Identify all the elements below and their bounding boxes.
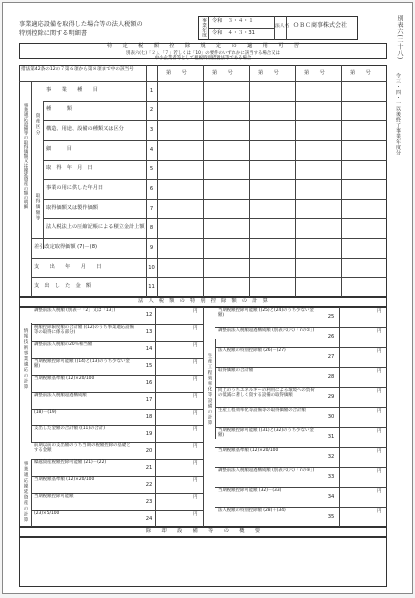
amount-input[interactable]: [341, 330, 385, 346]
row-label: 取得価額の合計額: [218, 368, 254, 373]
row-number: 14: [145, 346, 153, 353]
row-number: 22: [145, 481, 153, 488]
row-number: 16: [145, 380, 153, 387]
row-number: 33: [327, 474, 335, 480]
cell-input[interactable]: [159, 220, 201, 237]
yen-unit: 円: [377, 389, 382, 394]
cell-input[interactable]: [297, 83, 339, 100]
amount-input[interactable]: [341, 430, 385, 446]
row-label: 生産工程効率化等設備等の取得価額の合計額: [218, 408, 306, 413]
cell-input[interactable]: [251, 103, 293, 120]
yen-unit: 円: [193, 444, 198, 450]
row-label: 構造、用途、設備の種類又は区分: [46, 126, 124, 133]
cell-input[interactable]: [159, 103, 201, 120]
amount-input[interactable]: [157, 395, 201, 408]
amount-input[interactable]: [157, 428, 201, 441]
col-header-3: 第 号: [258, 70, 279, 76]
row-number: 31: [327, 434, 335, 440]
cell-input[interactable]: [205, 162, 247, 179]
col-header-1: 第 号: [166, 70, 187, 76]
cell-input[interactable]: [297, 122, 339, 139]
amount-input[interactable]: [157, 361, 201, 374]
cell-input[interactable]: [205, 220, 247, 237]
form-title-line2: 特別控除に関する明細書: [19, 30, 88, 37]
corp-name: ＯＢＣ商事株式会社: [293, 22, 348, 29]
row-divider: [43, 120, 387, 121]
row-label: 取得価額又は製作価額: [46, 204, 98, 211]
cell-input[interactable]: [205, 122, 247, 139]
row-number: 32: [327, 454, 335, 460]
cell-input[interactable]: [159, 181, 201, 198]
cell-input[interactable]: [343, 142, 385, 159]
row-number: 34: [327, 494, 335, 500]
yen-unit: 円: [377, 449, 382, 454]
row-label: 同上のうちエネルギーの利用による環境への負荷の低減に著しく資する設備の取得価額: [218, 388, 315, 399]
row-divider: [31, 277, 387, 278]
row-label: 税額控除限度額の合計額 ((12)のうち事業適応設備等の取得に係る部分): [34, 324, 134, 335]
cell-input[interactable]: [251, 142, 293, 159]
yen-unit: 円: [193, 325, 198, 331]
cell-input[interactable]: [205, 142, 247, 159]
amount-input[interactable]: [157, 496, 201, 509]
section2-heading: 法 人 税 額 の 特 別 控 除 額 の 計 算: [138, 298, 268, 304]
cell-input[interactable]: [159, 279, 201, 296]
row-label: 繰越資産税額控除可能額 (21)－(22): [34, 460, 107, 466]
row-number: 3: [149, 127, 154, 134]
row-label: 細 目: [46, 145, 72, 152]
amount-input[interactable]: [341, 390, 385, 406]
right-vert-a: 生産工程効率化等設備の計算: [207, 353, 212, 426]
cell-input[interactable]: [251, 181, 293, 198]
row-divider: [43, 199, 387, 200]
row-number: 8: [149, 225, 154, 232]
section1-note2: 中小企業者等として租税特別措置法等である場合: [154, 56, 252, 61]
row-number: 24: [145, 515, 153, 522]
row-number: 28: [327, 374, 335, 380]
sub-vert-a: 資産区分: [35, 113, 40, 136]
cell-input[interactable]: [205, 103, 247, 120]
row-label: 当期税額控除可能額: [34, 494, 74, 500]
col-header-4: 第 号: [304, 70, 325, 76]
row-divider: [43, 160, 387, 161]
cell-input[interactable]: [343, 122, 385, 139]
period-label: 事業年度: [201, 18, 206, 38]
amount-input[interactable]: [157, 462, 201, 475]
cell-input[interactable]: [343, 162, 385, 179]
row-divider: [43, 101, 387, 102]
row-number: 25: [327, 314, 335, 320]
cell-input[interactable]: [159, 142, 201, 159]
amount-input[interactable]: [157, 310, 201, 323]
row-label: 法人税額の特別控除額 (28)＋(34): [218, 508, 286, 513]
row-label: 調整前法人税額の20％相当額: [34, 341, 93, 347]
row-number: 17: [145, 397, 153, 404]
row-number: 9: [149, 244, 154, 251]
cell-input[interactable]: [205, 260, 247, 277]
yen-unit: 円: [377, 369, 382, 374]
yen-unit: 円: [193, 427, 198, 433]
row-number: 6: [149, 186, 154, 192]
yen-unit: 円: [193, 309, 198, 314]
cell-input[interactable]: [159, 83, 201, 100]
section3-body: [19, 537, 387, 587]
yen-unit: 円: [193, 410, 198, 416]
column-divider: [155, 307, 156, 527]
side-note: 令三・四・一以後終了事業年度分: [395, 73, 401, 156]
yen-unit: 円: [377, 469, 382, 474]
row-label: 当期税額控除可能額 (32)－(33): [218, 488, 282, 493]
form-page: [2, 2, 413, 594]
cell-input[interactable]: [159, 240, 201, 257]
section1-note1: 別表六(七)「２」、「７」若しくは「10」の要件のいずれかに該当する場合又は: [126, 51, 280, 56]
cell-input[interactable]: [159, 201, 201, 218]
row-label: 調整前法人税額超過構成額 (別表六(六)「7の②」): [218, 328, 315, 333]
cell-input[interactable]: [251, 260, 293, 277]
row-label: 当期税額基準額 (12)×20/100: [218, 448, 279, 453]
row-number: 19: [145, 430, 153, 437]
row-label: 差引改定取得価額 (7)－(8): [34, 243, 98, 250]
row-label: 当期税額控除可能額 ((25)と(24)のうち少ない金額): [218, 308, 314, 319]
cell-input[interactable]: [297, 103, 339, 120]
yen-unit: 円: [377, 409, 382, 414]
row-number: 4: [149, 146, 154, 153]
row-label: 調整前法人税額超過構成額: [34, 392, 87, 398]
row-number: 20: [145, 447, 153, 454]
section1-heading: 特 定 税 額 控 除 規 定 の 適 用 可 否: [107, 43, 299, 49]
cell-input[interactable]: [343, 201, 385, 218]
cell-input[interactable]: [159, 122, 201, 139]
cell-input[interactable]: [251, 279, 293, 296]
column-divider: [339, 307, 340, 527]
amount-input[interactable]: [341, 370, 385, 386]
row-label: 調整前法人税額超過構成額 (別表六(六)「7の⑨」): [218, 468, 315, 473]
amount-input[interactable]: [341, 350, 385, 366]
left-vert-b: 事業適応繰延資産の計算: [23, 461, 28, 523]
row-number: 7: [149, 205, 154, 212]
cell-input[interactable]: [297, 142, 339, 159]
amount-input[interactable]: [341, 470, 385, 486]
cell-input[interactable]: [205, 83, 247, 100]
row-number: 23: [145, 498, 153, 505]
row-label: 当期税額基準額 (12)×20/100: [34, 375, 95, 381]
cell-input[interactable]: [251, 240, 293, 257]
amount-input[interactable]: [157, 344, 201, 357]
cell-input[interactable]: [343, 103, 385, 120]
yen-unit: 円: [193, 359, 198, 365]
amount-input[interactable]: [157, 445, 201, 458]
row-label: 当期税額基準額 (12)×20/100: [34, 477, 95, 483]
cell-input[interactable]: [297, 162, 339, 179]
yen-unit: 円: [193, 342, 198, 348]
amount-input[interactable]: [341, 490, 385, 506]
row-label: (18)－(19): [34, 409, 57, 415]
row-number: 13: [145, 329, 153, 336]
cell-input[interactable]: [205, 181, 247, 198]
cell-input[interactable]: [343, 181, 385, 198]
cell-input[interactable]: [343, 83, 385, 100]
cell-input[interactable]: [343, 240, 385, 257]
row-label: 事 業 種 目: [46, 86, 98, 93]
cell-input[interactable]: [297, 201, 339, 218]
col-header-5: 第 号: [350, 70, 371, 76]
cell-input[interactable]: [205, 201, 247, 218]
cell-input[interactable]: [297, 181, 339, 198]
amount-input[interactable]: [341, 410, 385, 426]
yen-unit: 円: [377, 489, 382, 494]
row-number: 2: [149, 107, 154, 114]
amount-input[interactable]: [157, 412, 201, 425]
row-label: 前期以前の支出額のうち当期の税額控除の基礎とする金額: [34, 443, 131, 454]
row-label: 法人税法上の圧縮記帳による積立金計上額: [46, 224, 145, 231]
yen-unit: 円: [193, 461, 198, 467]
row-number: 26: [327, 334, 335, 340]
corp-label: 法人名: [275, 24, 290, 29]
row-number: 11: [148, 284, 155, 291]
cell-input[interactable]: [297, 220, 339, 237]
amount-input[interactable]: [157, 513, 201, 526]
row-number: 1: [149, 87, 154, 94]
yen-unit: 円: [377, 429, 382, 434]
cell-input[interactable]: [159, 162, 201, 179]
row-number: 12: [145, 312, 153, 319]
col-header-2: 第 号: [212, 70, 233, 76]
yen-unit: 円: [377, 329, 382, 334]
section3-heading: 除 却 設 備 等 の 概 要: [145, 528, 261, 534]
row-divider: [43, 140, 387, 141]
cell-input[interactable]: [205, 240, 247, 257]
amount-input[interactable]: [341, 510, 385, 526]
cell-input[interactable]: [159, 260, 201, 277]
row-divider: [31, 238, 387, 239]
cell-input[interactable]: [251, 201, 293, 218]
period-from: 令和 ３・４・１: [212, 18, 254, 24]
yen-unit: 円: [193, 478, 198, 484]
row-number: 27: [327, 354, 335, 360]
cell-input[interactable]: [251, 162, 293, 179]
row-label: 取 得 年 月 日: [46, 165, 93, 172]
row-label: 当期税額控除可能額 ((31)と(32)のうち少ない金額): [218, 428, 314, 439]
row-label: 支 出 年 月 日: [34, 263, 102, 270]
yen-unit: 円: [377, 509, 382, 514]
row-number: 15: [145, 363, 153, 370]
left-vert-label: 事業適応設備等の取得価額又は繰延資産の額の明細: [23, 103, 28, 209]
amount-input[interactable]: [157, 378, 201, 391]
cell-input[interactable]: [343, 279, 385, 296]
row-label: 調整前法人税額 (別表一「2」又は「13」): [34, 308, 116, 313]
period-to: 令和 ４・３・31: [212, 30, 255, 36]
sub-vert-b: 取得価額等: [35, 193, 40, 221]
row-label: 種 類: [46, 106, 72, 113]
row-number: 29: [327, 394, 335, 400]
row-number: 35: [327, 514, 335, 520]
row-number: 30: [327, 414, 335, 420]
form-title-line1: 事業適応設備を取得した場合等の法人税額の: [19, 21, 143, 28]
cell-input[interactable]: [251, 122, 293, 139]
cell-input[interactable]: [251, 83, 293, 100]
row-divider: [43, 179, 387, 180]
cell-input[interactable]: [205, 279, 247, 296]
amount-input[interactable]: [341, 310, 385, 326]
row-divider: [31, 258, 387, 259]
amount-input[interactable]: [157, 479, 201, 492]
row-divider: [43, 218, 387, 219]
yen-unit: 円: [193, 495, 198, 501]
form-number-label: 別表六(二十八): [396, 15, 403, 60]
cell-input[interactable]: [343, 260, 385, 277]
yen-unit: 円: [193, 512, 198, 518]
row-label: 支 出 し た 金 額: [34, 283, 92, 290]
row-label: 法人税額の特別控除額 (26)－(27): [218, 348, 286, 353]
yen-unit: 円: [193, 376, 198, 382]
cell-input[interactable]: [343, 220, 385, 237]
yen-unit: 円: [193, 393, 198, 399]
row-label: 事業の用に供した年月日: [46, 185, 104, 191]
row-label: (23)×5/100: [34, 511, 60, 517]
cell-input[interactable]: [297, 279, 339, 296]
cell-input[interactable]: [251, 220, 293, 237]
row-top-label: 措法第42条の12の７第６項から第８項まで中の該当号: [21, 67, 134, 72]
row-number: 18: [145, 414, 153, 420]
row-number: 21: [145, 464, 153, 471]
row-label: 支出した金額の合計額 ((11)の合計): [34, 426, 105, 432]
amount-input[interactable]: [157, 327, 201, 340]
row-number: 10: [148, 264, 155, 271]
yen-unit: 円: [377, 349, 382, 354]
cell-input[interactable]: [297, 240, 339, 257]
row-number: 5: [149, 166, 154, 173]
row-label: 当期税額控除可能額 ((14)と(13)のうち少ない金額): [34, 358, 130, 369]
yen-unit: 円: [377, 309, 382, 314]
left-vert-a: 情報技術事業適応の計算: [23, 328, 28, 390]
amount-input[interactable]: [341, 450, 385, 466]
cell-input[interactable]: [297, 260, 339, 277]
